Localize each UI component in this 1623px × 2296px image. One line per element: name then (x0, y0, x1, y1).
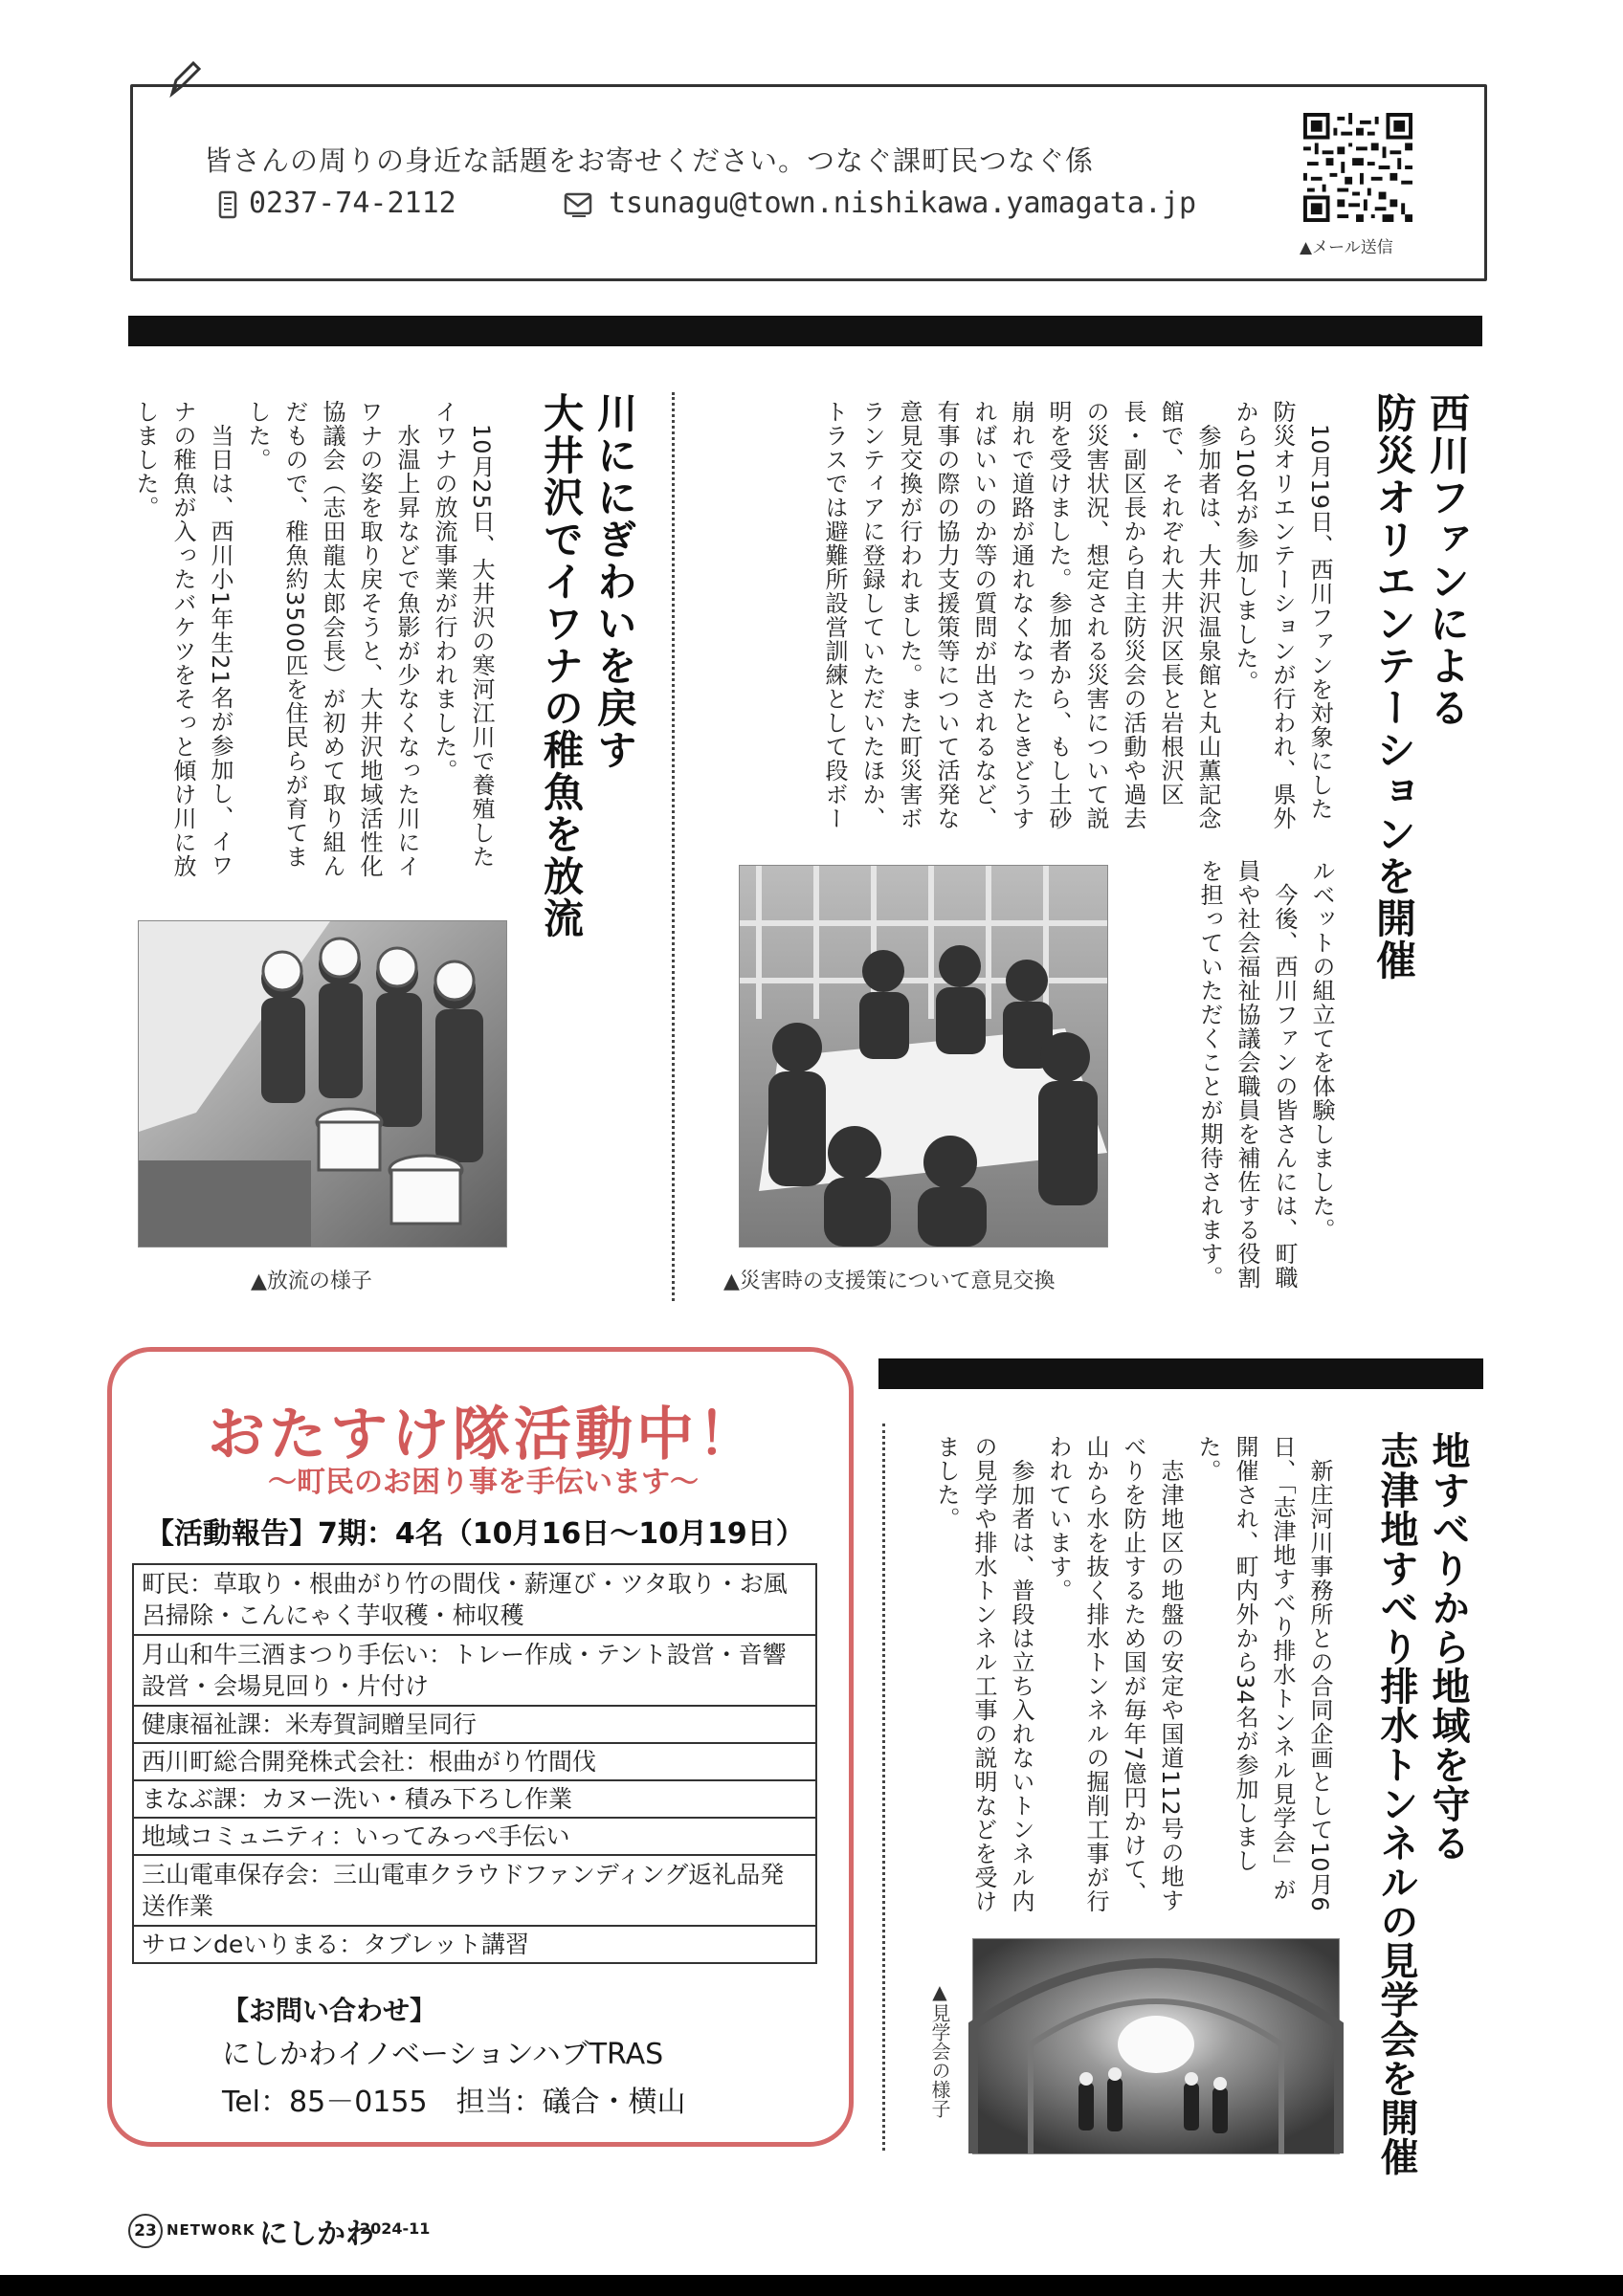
table-row (133, 1855, 816, 1926)
magazine-name: にしかわ (259, 2218, 374, 2251)
page-number: 23 (128, 2214, 163, 2248)
section-bar (128, 316, 1482, 346)
table-cell: 町民：草取り・根曲がり竹の間伐・薪運び・ツタ取り・お風呂掃除・こんにゃく芋収穫・柿収穫 (133, 1564, 816, 1635)
otasuke-subtitle: ～町民のお困り事を手伝います～ (268, 1466, 699, 1499)
table-row (133, 1564, 816, 1635)
table-cell: 健康福祉課：米寿賀詞贈呈同行 (133, 1706, 816, 1743)
article-title: 西川ファンによる (1424, 392, 1471, 729)
table-row (133, 1780, 816, 1818)
article-title: 大井沢でイワナの稚魚を放流 (538, 392, 585, 939)
table-cell: まなぶ課：カヌー洗い・積み下ろし作業 (133, 1780, 816, 1818)
column-divider (672, 392, 675, 1301)
disaster-meeting-photo (739, 865, 1108, 1247)
section-bar (878, 1358, 1483, 1389)
bottom-band (0, 2275, 1623, 2296)
inquiry-organization: にしかわイノベーションハブTRAS (222, 2038, 664, 2071)
inquiry-heading: 【お問い合わせ】 (222, 1995, 437, 2026)
contact-box (130, 84, 1487, 281)
column-divider (882, 1424, 885, 2151)
photo-caption: ▲災害時の支援策について意見交換 (723, 1269, 1056, 1293)
table-row (133, 1635, 816, 1706)
table-row (133, 1926, 816, 1963)
issue-date: 2024-11 (360, 2219, 431, 2238)
table-cell: サロンdeいりまる：タブレット講習 (133, 1926, 816, 1963)
mail-icon (563, 190, 595, 219)
qr-caption: ▲メール送信 (1300, 238, 1393, 257)
contact-lead: 皆さんの周りの身近な話題をお寄せください。つなぐ課町民つなぐ係 (204, 144, 1095, 177)
contact-phone[interactable]: 0237-74-2112 (249, 187, 456, 220)
article-title: 防災オリエンテーションを開催 (1370, 392, 1417, 982)
photo-caption: ▲見学会の様子 (928, 1980, 951, 2118)
qr-code-icon[interactable] (1303, 113, 1412, 222)
photo-caption: ▲放流の様子 (251, 1269, 372, 1293)
activity-report-heading: 【活動報告】7期：4名（10月16日～10月19日） (145, 1517, 805, 1551)
article-body: 10月19日、西川ファンを対象にした防災オリエンテーションが行われ、県外から10名が参加しました。 参加者は、大井沢温泉館と丸山薫記念館で、それぞれ大井沢区長と岩根沢区長・副区長から自主防災会の活動や過去の災害状況、想定される災害について説明を受けました。参加者から、もし土砂崩れで道路が通れなくなったときどうすればいいのか等の質問が出されるなど、有事の際の協力支援策等について活発な意見交換が行われました。また町災害ボランティアに登録していただいたほか、トラスでは避難所設営訓練として段ボー (821, 400, 1333, 830)
table-cell: 西川町総合開発株式会社：根曲がり竹間伐 (133, 1743, 816, 1780)
article-title: 地すべりから地域を守る (1426, 1431, 1470, 1863)
table-row (133, 1706, 816, 1743)
otasuke-title: おたすけ隊活動中！ (208, 1402, 759, 1468)
fish-release-photo (138, 920, 507, 1247)
inquiry-tel[interactable]: Tel：85－0155 担当：礒合・横山 (222, 2086, 686, 2119)
article-title: 志津地すべり排水トンネルの見学会を開催 (1374, 1431, 1418, 2176)
magazine-prefix: NETWORK (167, 2221, 256, 2239)
table-row (133, 1743, 816, 1780)
activity-table (132, 1563, 817, 1964)
article-body: 10月25日、大井沢の寒河江川で養殖したイワナの放流事業が行われました。 水温上昇などで魚影が少なくなった川にイワナの姿を取り戻そうと、大井沢地域活性化協議会（志田龍太郎会長）が初めて取り組んだもので、稚魚約3500匹を住民らが育てました。 当日は、西川小1年生21名が参加し、イワナの稚魚が入ったバケツをそっと傾け川に放しました。 (132, 400, 495, 878)
tunnel-tour-photo (972, 1938, 1340, 2154)
article-title: 川ににぎわいを戻す (591, 392, 638, 771)
article-body: ルベットの組立てを体験しました。 今後、西川ファンの皆さんには、町職員や社会福祉協議会職員を補佐する役割を担っていただくことが期待されます。 (1196, 859, 1335, 1290)
table-cell: 三山電車保存会：三山電車クラウドファンディング返礼品発送作業 (133, 1855, 816, 1926)
contact-email[interactable]: tsunagu@town.nishikawa.yamagata.jp (609, 187, 1197, 220)
table-cell: 月山和牛三酒まつり手伝い：トレー作成・テント設営・音響設営・会場見回り・片付け (133, 1635, 816, 1706)
article-body: 新庄河川事務所との合同企画として10月6日、「志津地すべり排水トンネル見学会」が開催され、町内外から34名が参加しました。 志津地区の地盤の安定や国道112号の地すべりを防止するため国が毎年7億円かけて、山から水を抜く排水トンネルの掘削工事が行われています。 参加者は、普段は立ち入れないトンネル内の見学や排水トンネル工事の説明などを受けました。 (933, 1435, 1333, 1913)
table-row (133, 1818, 816, 1855)
table-cell: 地域コミュニティ：いってみっぺ手伝い (133, 1818, 816, 1855)
phone-icon (216, 190, 241, 219)
